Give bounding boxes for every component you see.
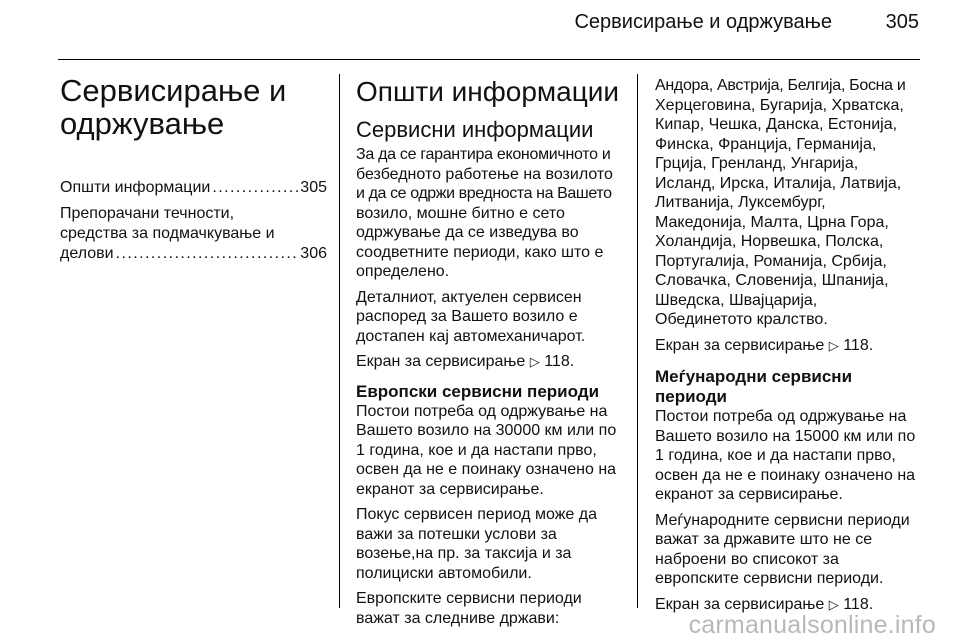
toc-entry-fluids[interactable]: Препорачани течности, средства за подмачкување и делови . . . 306: [60, 204, 327, 264]
paragraph-service-schedule: Деталниот, актуелен сервисен распоред за Вашето возило е достапен кај автомеханичарот.: [356, 288, 586, 345]
paragraph-international-interval: Постои потреба од одржување на Вашето возило на 15000 км или по 1 година, кое и да настапи прво, освен да не е поинаку означено на екранот за сервисирање.: [655, 408, 916, 503]
column-2: [356, 70, 626, 628]
toc-entry-general-info[interactable]: Општи информации . . . 305: [60, 178, 327, 198]
section-heading: Општи информации: [356, 76, 620, 107]
column-3: [655, 70, 923, 614]
service-display-reference[interactable]: Екран за сервисирање ▷ 118.: [356, 353, 575, 370]
chapter-title: Сервисирање и одржување: [60, 73, 287, 141]
paragraph-shorter-interval: Покус сервисен период може да важи за потешки услови за возење,на пр. за таксија и за полициски автомобили.: [356, 506, 597, 582]
watermark: carmanualsonline.info: [688, 611, 936, 639]
column-divider-2: [637, 74, 638, 608]
header-title: Сервисирање и одржување: [574, 11, 832, 33]
page-reference-icon: ▷: [828, 337, 839, 353]
page-reference-icon: ▷: [828, 596, 839, 612]
paragraph-international-countries: Меѓународните сервисни периоди важат за државите што не се наброени во списокот за европските сервисни периоди.: [655, 511, 910, 587]
paragraph-countries-intro: Европските сервисни периоди важат за следниве држави:: [356, 590, 582, 627]
subsection-heading-service-info: Сервисни информации: [356, 117, 594, 142]
column-divider-1: [339, 74, 340, 608]
subsection-heading-international: Меѓународни сервисни периоди: [655, 367, 853, 406]
service-display-reference-2[interactable]: Екран за сервисирање ▷ 118.: [655, 336, 874, 354]
paragraph-european-interval: Постои потреба од одржување на Вашето возило на 30000 км или по 1 година, кое и да настапи прво, освен да не е поинаку означено на екранот за сервисирање.: [356, 402, 617, 498]
service-display-reference-3[interactable]: Екран за сервисирање ▷ 118.: [655, 595, 874, 613]
page-number: 305: [885, 11, 919, 33]
header-rule: [58, 59, 920, 60]
paragraph-service-intro: За да се гарантира економичното и безбедното работење на возилото и да се одржи вредноста на Вашето возило, мошне битно е сето одржување да се изведува во соодветните периоди, како што е определено.: [356, 146, 613, 280]
table-of-contents: [60, 178, 327, 264]
subsection-heading-european: Европски сервисни периоди: [356, 381, 600, 401]
paragraph-country-list: Андора, Австрија, Белгија, Босна и Херцеговина, Бугарија, Хрватска, Кипар, Чешка, Данска, Естонија, Финска, Франција, Германија, Грција, Гренланд, Унгарија, Исланд, Ирска, Италија, Латвија, Литванија, Луксембург, Македонија, Малта, Црна Гора, Холандија, Норвешка, Полска, Португалија, Романија, Србија, Словачка, Словенија, Шпанија, Шведска, Швајцарија, Обединетото кралство.: [655, 77, 906, 328]
column-1: [60, 70, 327, 264]
page-reference-icon: ▷: [529, 354, 540, 369]
